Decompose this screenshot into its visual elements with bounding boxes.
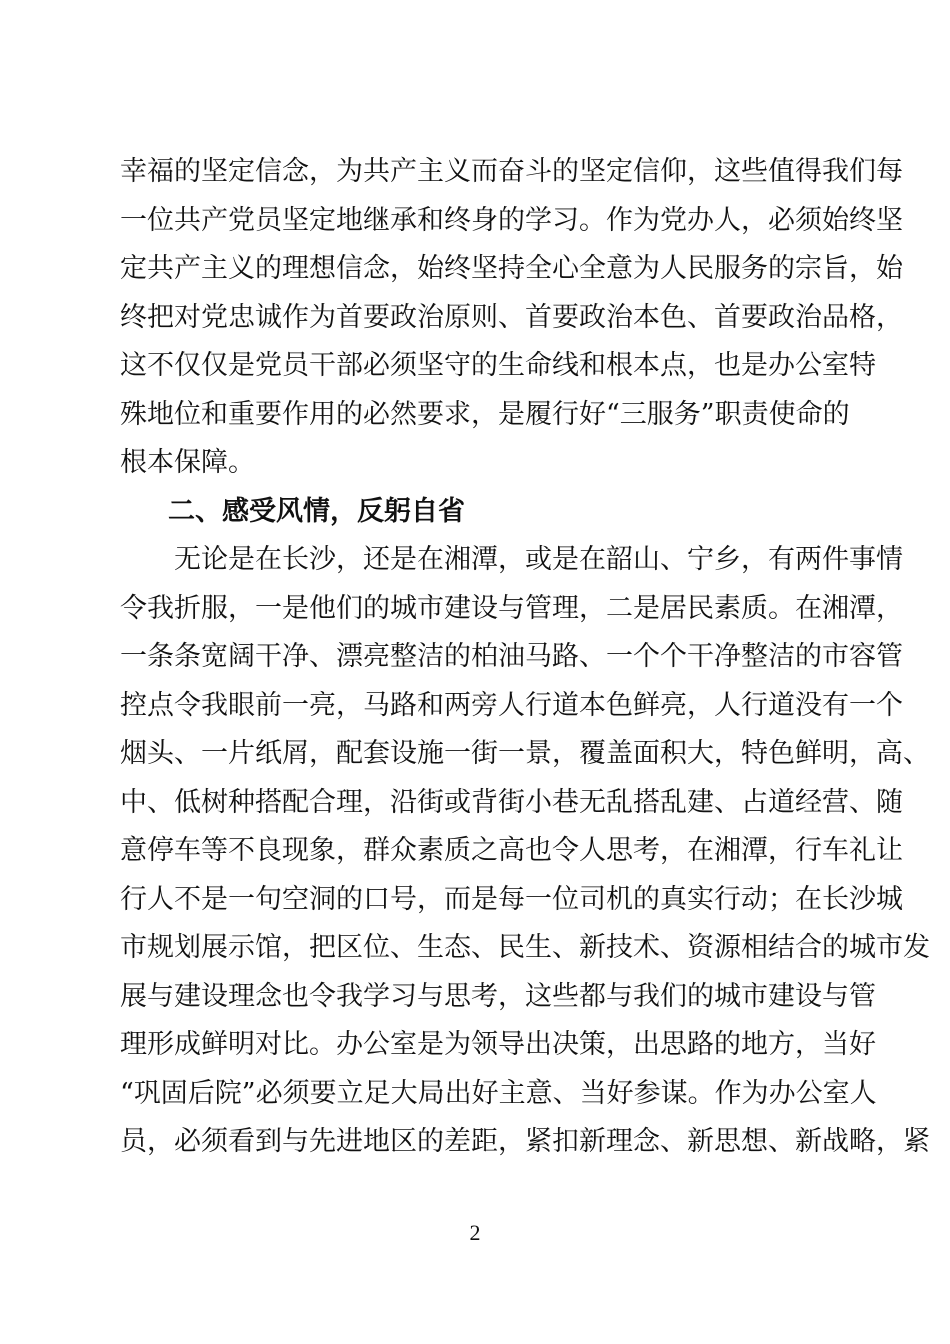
document-body [120,148,930,1167]
text-line: 一条条宽阔干净、漂亮整洁的柏油马路、一个个干净整洁的市容管 [120,641,903,672]
text-line: 烟头、一片纸屑，配套设施一街一景，覆盖面积大，特色鲜明，高、 [120,738,930,769]
text-line: 定共产主义的理想信念，始终坚持全心全意为人民服务的宗旨，始 [120,253,903,284]
text-line: 中、低树种搭配合理，沿街或背街小巷无乱搭乱建、占道经营、随 [120,786,903,818]
section-heading: 二、感受风情，反躬自省 [168,495,465,527]
page-number: 2 [469,1220,481,1245]
text-line: 理形成鲜明对比。办公室是为领导出决策，出思路的地方，当好 [120,1029,876,1060]
text-line: 终把对党忠诚作为首要政治原则、首要政治本色、首要政治品格， [120,301,903,333]
text-line: 殊地位和重要作用的必然要求，是履行好“三服务”职责使命的 [120,398,850,430]
text-line: 市规划展示馆，把区位、生态、民生、新技术、资源相结合的城市发 [120,932,930,963]
text-line: 一位共产党员坚定地继承和终身的学习。作为党办人，必须始终坚 [120,204,903,236]
text-line: “巩固后院”必须要立足大局出好主意、当好参谋。作为办公室人 [120,1077,877,1109]
text-line: 这不仅仅是党员干部必须坚守的生命线和根本点，也是办公室特 [120,350,876,381]
text-line: 令我折服，一是他们的城市建设与管理，二是居民素质。在湘潭， [120,592,903,624]
text-line: 展与建设理念也令我学习与思考，这些都与我们的城市建设与管 [120,980,876,1012]
text-line: 控点令我眼前一亮，马路和两旁人行道本色鲜亮，人行道没有一个 [120,689,903,721]
text-line: 幸福的坚定信念，为共产主义而奋斗的坚定信仰，这些值得我们每 [120,156,903,187]
text-line: 行人不是一句空洞的口号，而是每一位司机的真实行动；在长沙城 [120,883,903,915]
text-line: 无论是在长沙，还是在湘潭，或是在韶山、宁乡，有两件事情 [174,544,903,575]
text-line: 意停车等不良现象，群众素质之高也令人思考，在湘潭，行车礼让 [120,835,903,866]
text-line: 员，必须看到与先进地区的差距，紧扣新理念、新思想、新战略，紧 [120,1126,930,1157]
text-line: 根本保障。 [120,447,255,478]
